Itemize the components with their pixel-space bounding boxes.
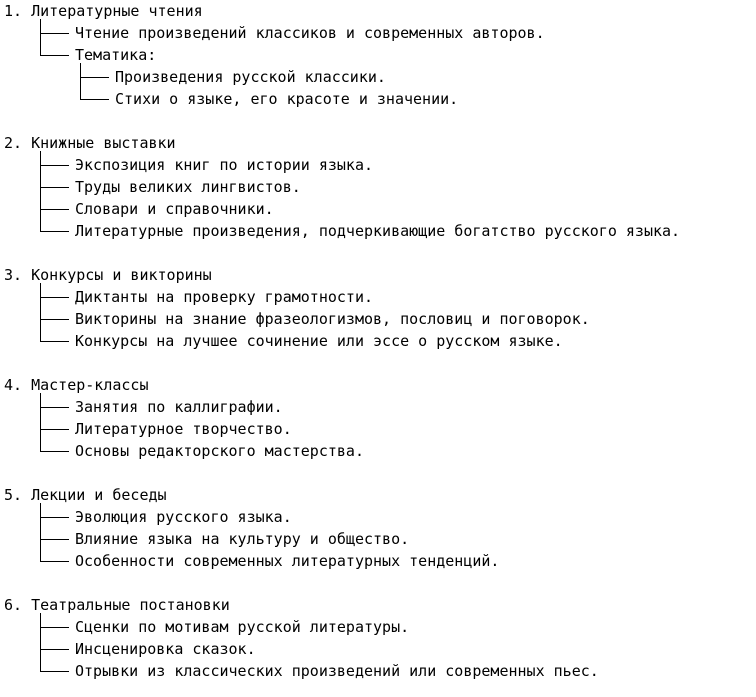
- list-item: Тематика:: [75, 46, 157, 64]
- list-item: Сценки по мотивам русской литературы.: [75, 618, 410, 636]
- list-item: Словари и справочники.: [75, 200, 274, 218]
- list-item: Экспозиция книг по истории языка.: [75, 156, 374, 174]
- tree-branch: [80, 77, 109, 100]
- tree-branch: [40, 613, 69, 628]
- section-title: 5. Лекции и беседы: [4, 486, 167, 504]
- section-title: 3. Конкурсы и викторины: [4, 266, 212, 284]
- section-title: 4. Мастер-классы: [4, 376, 149, 394]
- tree-branch: [80, 63, 109, 78]
- tree-branch: [40, 503, 69, 518]
- list-item: Литературные произведения, подчеркивающие богатство русского языка.: [75, 222, 681, 240]
- tree-branch: [40, 429, 69, 452]
- list-item: Эволюция русского языка.: [75, 508, 292, 526]
- list-item: Особенности современных литературных тенденций.: [75, 552, 500, 570]
- tree-branch: [40, 407, 69, 430]
- list-item: Инсценировка сказок.: [75, 640, 256, 658]
- list-item: Влияние языка на культуру и общество.: [75, 530, 410, 548]
- tree-branch: [40, 649, 69, 672]
- list-item: Основы редакторского мастерства.: [75, 442, 364, 460]
- tree-branch: [40, 33, 69, 56]
- tree-branch: [40, 539, 69, 562]
- tree-branch: [40, 19, 69, 34]
- tree-branch: [40, 319, 69, 342]
- list-item: Литературное творчество.: [75, 420, 292, 438]
- tree-branch: [40, 517, 69, 540]
- tree-branch: [40, 627, 69, 650]
- section-title: 6. Театральные постановки: [4, 596, 230, 614]
- list-item: Труды великих лингвистов.: [75, 178, 301, 196]
- tree-branch: [40, 297, 69, 320]
- tree-branch: [40, 393, 69, 408]
- section-title: 2. Книжные выставки: [4, 134, 176, 152]
- list-item: Диктанты на проверку грамотности.: [75, 288, 374, 306]
- tree-branch: [40, 283, 69, 298]
- list-item: Чтение произведений классиков и современных авторов.: [75, 24, 545, 42]
- tree-branch: [40, 209, 69, 232]
- list-item: Конкурсы на лучшее сочинение или эссе о русском языке.: [75, 332, 563, 350]
- section-title: 1. Литературные чтения: [4, 2, 203, 20]
- tree-branch: [40, 151, 69, 166]
- sub-list-item: Произведения русской классики.: [115, 68, 386, 86]
- tree-branch: [40, 187, 69, 210]
- list-item: Отрывки из классических произведений или современных пьес.: [75, 662, 599, 680]
- list-item: Занятия по каллиграфии.: [75, 398, 283, 416]
- tree-branch: [40, 165, 69, 188]
- sub-list-item: Стихи о языке, его красоте и значении.: [115, 90, 459, 108]
- list-item: Викторины на знание фразеологизмов, пословиц и поговорок.: [75, 310, 590, 328]
